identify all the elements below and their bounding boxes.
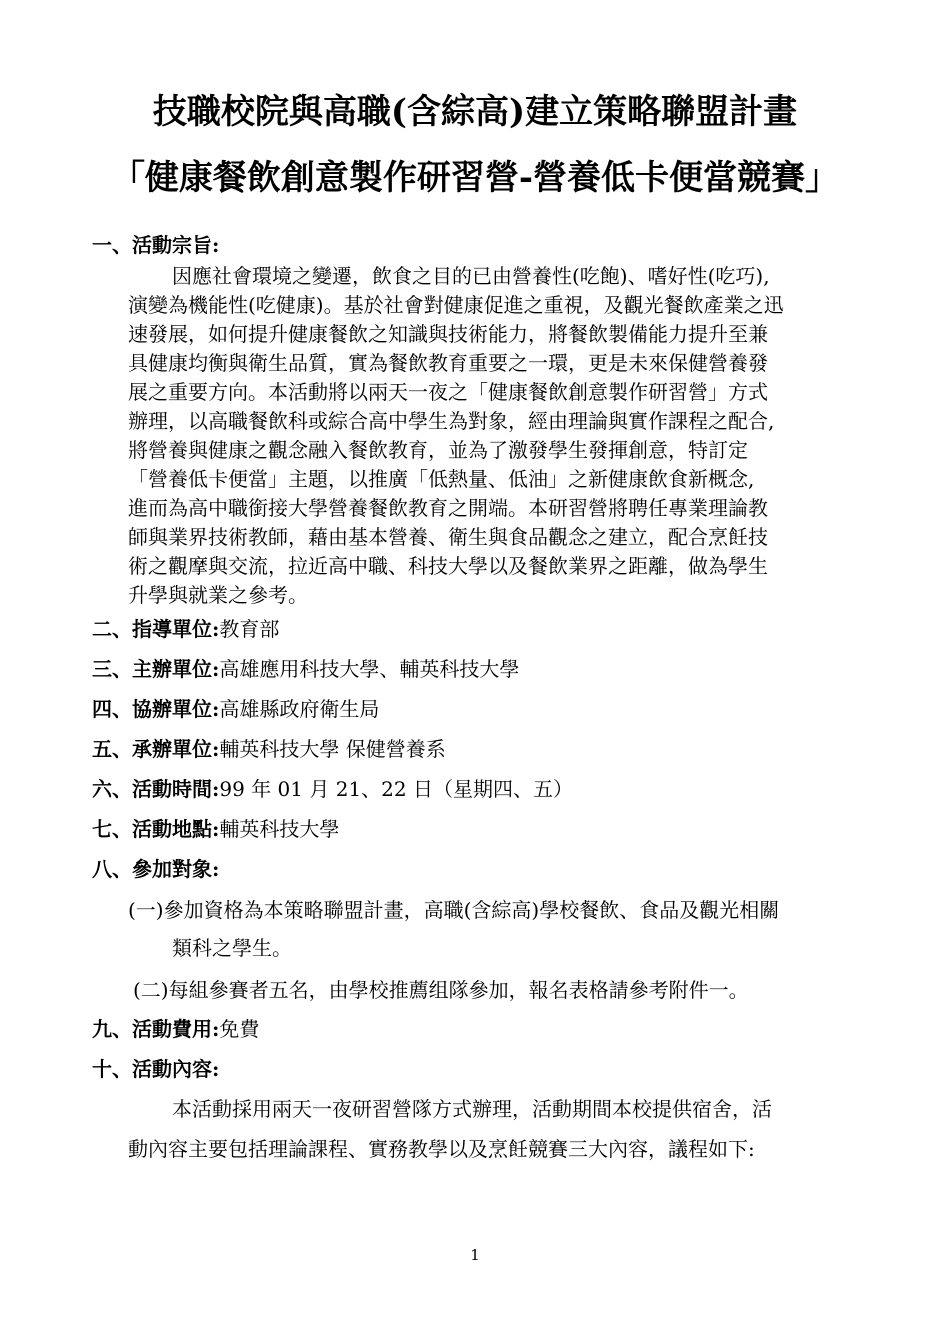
paragraph-line: 將營養與健康之觀念融入餐飲教育，並為了激發學生發揮創意，特訂定 [128,438,748,462]
paragraph-line: 「營養低卡便當」主題，以推廣「低熱量、低油」之新健康飲食新概念, [128,467,755,491]
paragraph-line: 演變為機能性(吃健康)。基於社會對健康促進之重視，及觀光餐飲產業之迅 [128,293,784,317]
section-organizer-unit [92,656,519,682]
section-guidance-unit [92,616,279,642]
section-organizer-label: 三、主辦單位: [92,657,220,681]
section-purpose-label: 一、活動宗旨: [92,233,220,257]
event-content-line-1: 本活動採用兩天一夜研習營隊方式辦理，活動期間本校提供宿舍，活 [172,1097,772,1121]
section-event-time [92,776,573,802]
paragraph-line: 速發展，如何提升健康餐飲之知識與技術能力，將餐飲製備能力提升至兼 [128,322,768,346]
participants-item-2: (二)每組參賽者五名，由學校推薦组隊參加，報名表格請參考附件一。 [133,978,749,1002]
section-guidance-label: 二、指導單位: [92,617,220,641]
section-executor-label: 五、承辦單位: [92,737,220,761]
section-co-organizer-value: 高雄縣政府衛生局 [219,697,380,721]
section-event-time-value: 99 年 01 月 21、22 日（星期四、五） [219,777,573,801]
paragraph-line: 因應社會環境之變遷，飲食之目的已由營養性(吃飽)、嗜好性(吃巧), [172,264,770,288]
section-participants-label: 八、參加對象: [92,857,220,881]
paragraph-line: 升學與就業之參考。 [128,583,308,607]
page-number: 1 [470,1246,480,1264]
section-event-fee-label: 九、活動費用: [92,1017,220,1041]
paragraph-line: 師與業界技術教師，藉由基本營養、衛生與食品觀念之建立，配合烹飪技 [128,525,768,549]
paragraph-line: 術之觀摩與交流，拉近高中職、科技大學以及餐飲業界之距離，做為學生 [128,554,768,578]
paragraph-line: 具健康均衡與衛生品質，實為餐飲教育重要之一環，更是未來保健營養發 [128,351,768,375]
section-event-location-label: 七、活動地點: [92,817,220,841]
section-event-time-label: 六、活動時間: [92,777,220,801]
section-event-fee [92,1016,259,1042]
participants-item-1-line-1: (一)參加資格為本策略聯盟計畫，高職(含綜高)學校餐飲、食品及觀光相關 [128,898,780,922]
section-organizer-value: 高雄應用科技大學、輔英科技大學 [219,657,520,681]
section-event-content-heading [92,1056,219,1082]
section-co-organizer-label: 四、協辦單位: [92,697,220,721]
section-executor-value: 輔英科技大學 保健營養系 [219,737,446,761]
document-title-line-2: 「健康餐飲創意製作研習營-營養低卡便當競賽」 [110,158,840,198]
event-content-line-2: 動內容主要包括理論課程、實務教學以及烹飪競賽三大內容，議程如下: [128,1137,755,1161]
paragraph-line: 進而為高中職銜接大學營養餐飲教育之開端。本研習營將聘任專業理論教 [128,496,768,520]
section-participants-heading [92,856,219,882]
section-guidance-value: 教育部 [219,617,280,641]
section-event-content-label: 十、活動內容: [92,1057,220,1081]
section-event-location [92,816,339,842]
paragraph-line: 辦理，以高職餐飲科或綜合高中學生為對象，經由理論與實作課程之配合, [128,409,775,433]
paragraph-line: 展之重要方向。本活動將以兩天一夜之「健康餐飲創意製作研習營」方式 [128,380,768,404]
section-purpose-paragraph [128,262,863,610]
section-event-fee-value: 免費 [219,1017,260,1041]
section-event-location-value: 輔英科技大學 [219,817,340,841]
section-co-organizer-unit [92,696,379,722]
document-title-line-1: 技職校院與高職(含綜高)建立策略聯盟計畫 [152,92,798,132]
section-executor-unit [92,736,446,762]
section-purpose-heading [92,232,219,258]
participants-item-1-line-2: 類科之學生。 [172,936,292,960]
